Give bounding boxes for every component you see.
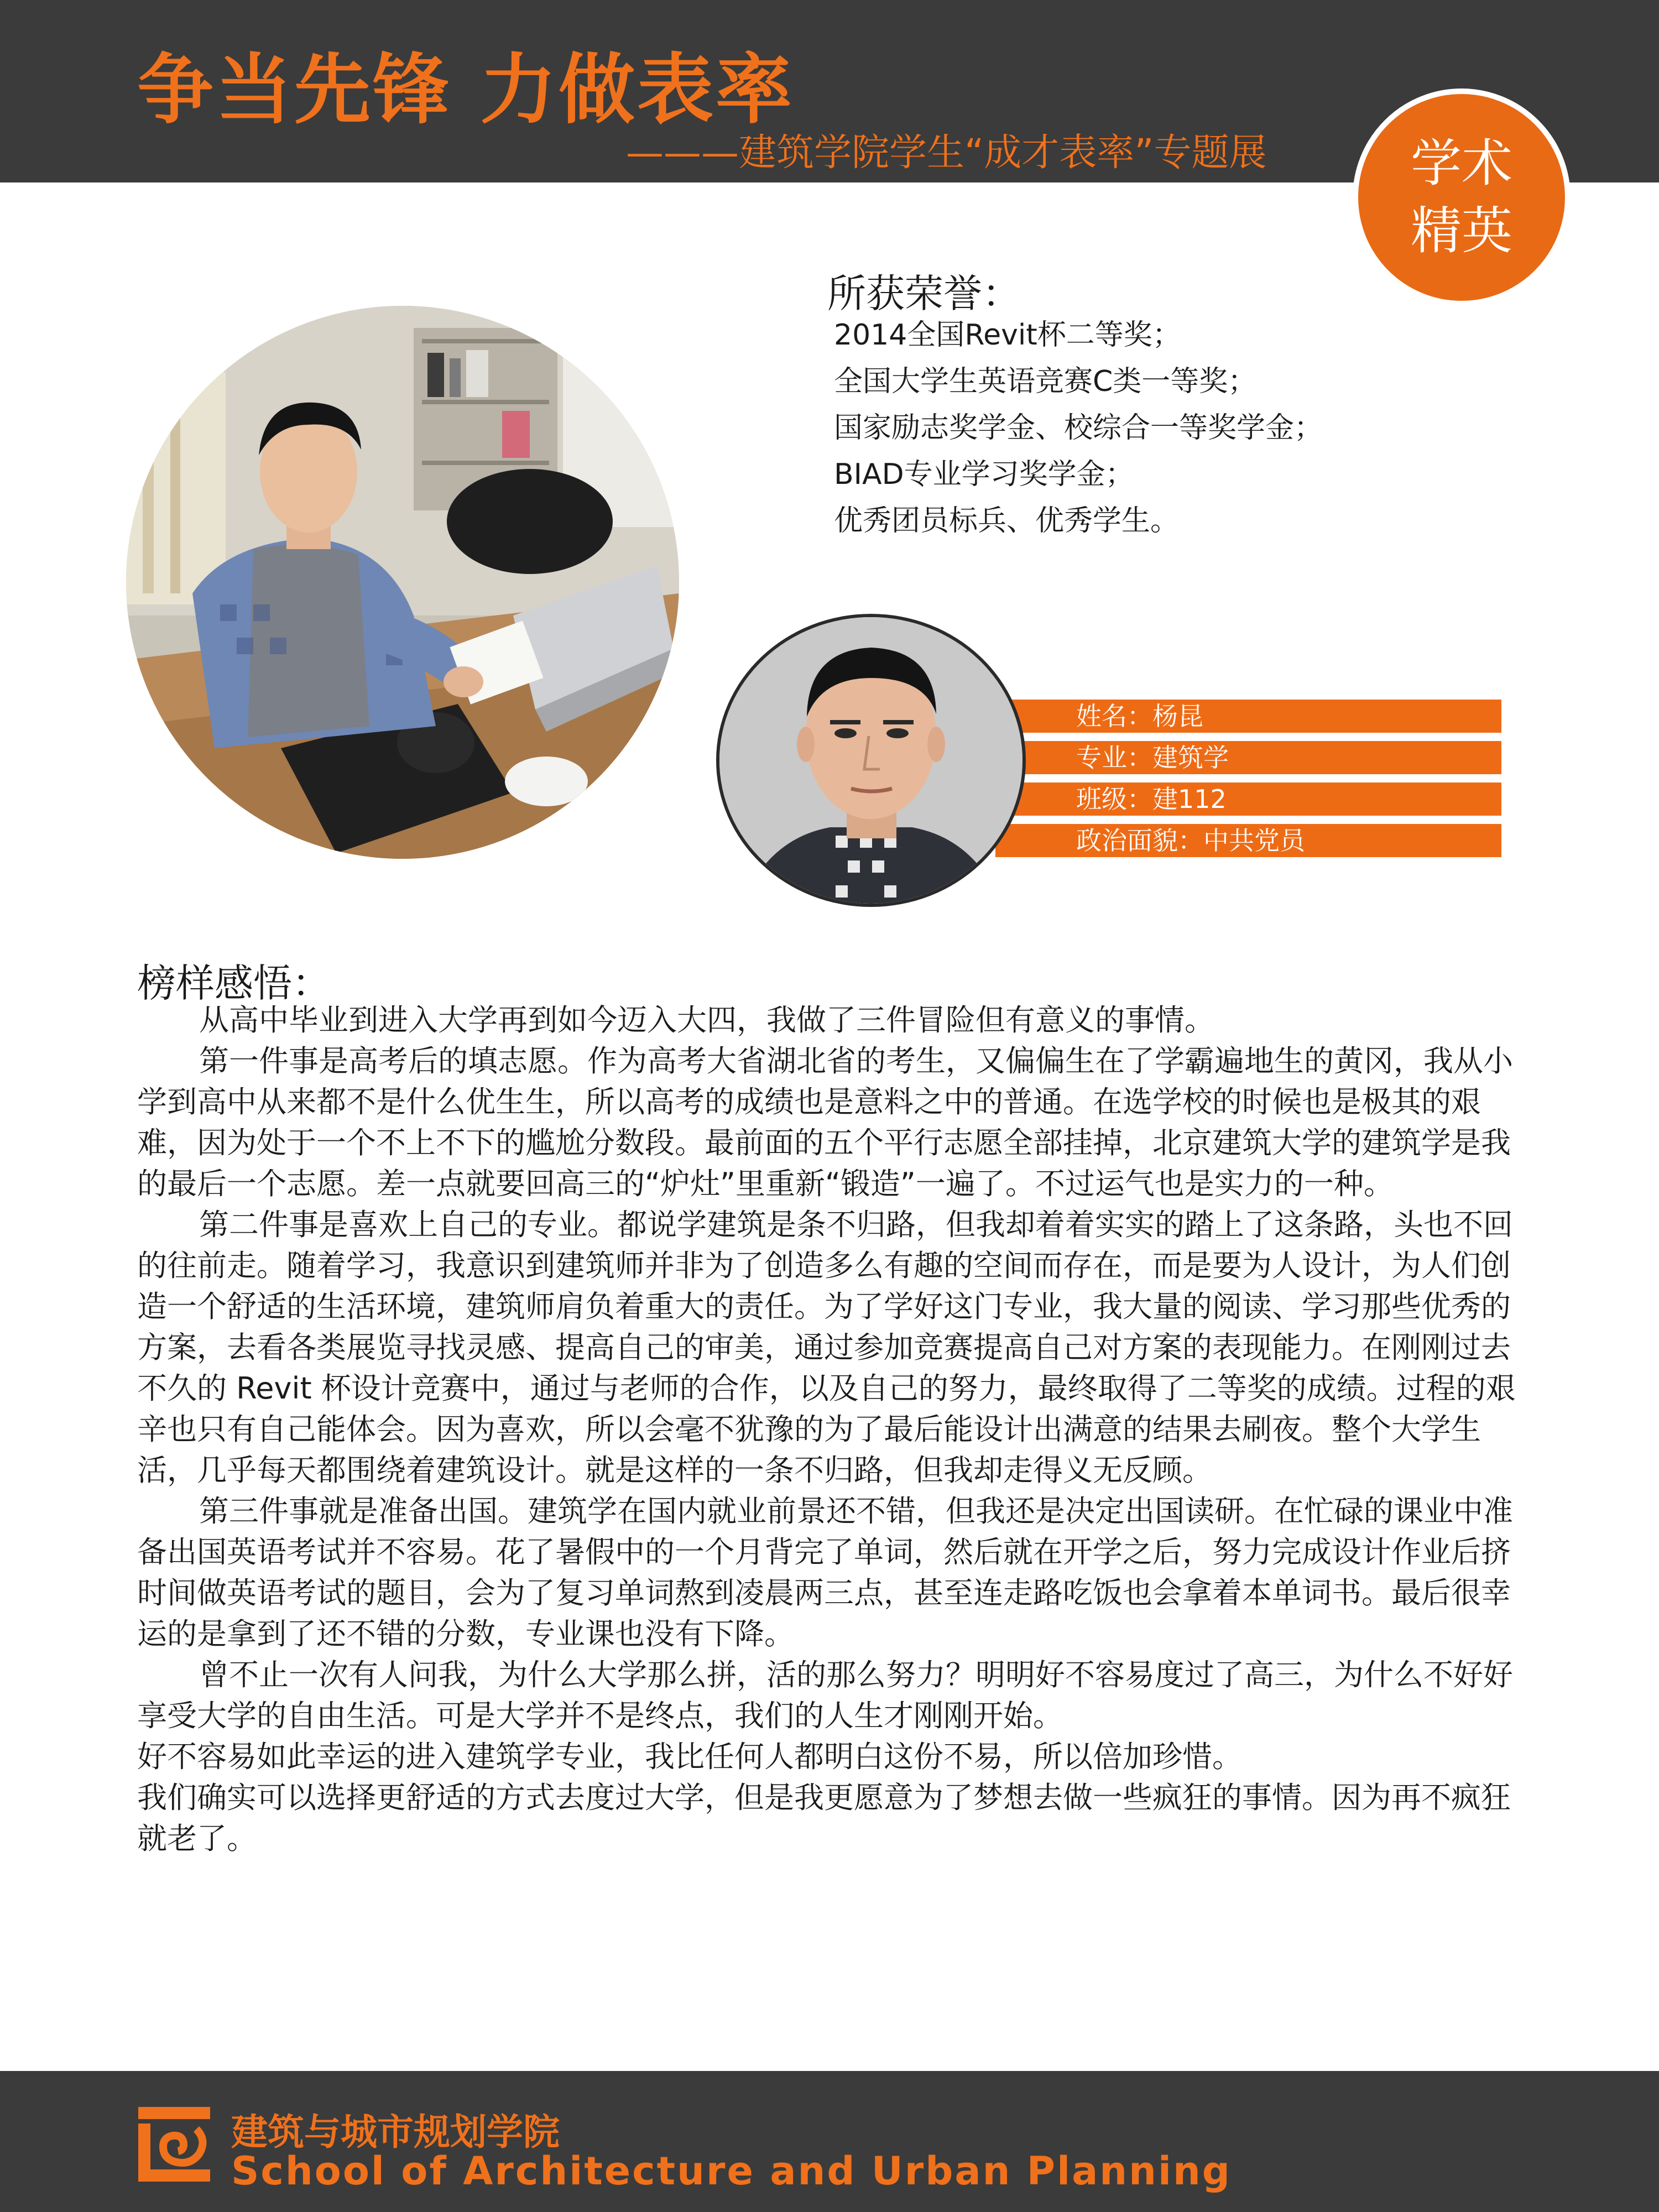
essay-body: [137, 1000, 1531, 1859]
footer-banner: [0, 2071, 1659, 2212]
category-badge: [1353, 88, 1571, 306]
portrait-photo: [716, 614, 1026, 907]
profile-political-status: 政治面貌：中共党员: [995, 824, 1501, 857]
page-title: 争当先锋 力做表率: [137, 45, 795, 134]
page-subtitle: ———建筑学院学生“成才表率”专题展: [626, 131, 1267, 175]
badge-line-1: 学术: [1410, 134, 1512, 193]
essay-paragraph: 第一件事是高考后的填志愿。作为高考大省湖北省的考生，又偏偏生在了学霸遍地生的黄冈，我从小学到高中从来都不是什么优生生，所以高考的成绩也是意料之中的普通。在选学校的时候也是极其的艰难，因为处于一个不上不下的尴尬分数段。最前面的五个平行志愿全部挂掉，北京建筑大学的建筑学是我的最后一个志愿。差一点就要回高三的“炉灶”里重新“锻造”一遍了。不过运气也是实力的一种。: [137, 1044, 1513, 1201]
school-name-english: School of Architecture and Urban Planning: [231, 2148, 1232, 2194]
studio-photo-illustration: [126, 306, 679, 859]
profile-class: 班级：建112: [995, 782, 1501, 816]
essay-paragraph: 从高中毕业到进入大学再到如今迈入大四，我做了三件冒险但有意义的事情。: [199, 1003, 1214, 1037]
honor-item: 2014全国Revit杯二等奖；: [834, 319, 1181, 352]
honor-item: 国家励志奖学金、校综合一等奖学金；: [834, 411, 1323, 445]
honor-item: BIAD专业学习奖学金；: [834, 458, 1134, 491]
essay-paragraph: 第三件事就是准备出国。建筑学在国内就业前景还不错，但我还是决定出国读研。在忙碌的课业中准备出国英语考试并不容易。花了暑假中的一个月背完了单词，然后就在开学之后，努力完成设计作业后挤时间做英语考试的题目，会为了复习单词熬到凌晨两三点，甚至连走路吃饭也会拿着本单词书。最后很幸运的是拿到了还不错的分数，专业课也没有下降。: [137, 1494, 1513, 1651]
profile-name: 姓名：杨昆: [995, 700, 1501, 733]
school-name-chinese: 建筑与城市规划学院: [231, 2111, 560, 2153]
honor-item: 全国大学生英语竞赛C类一等奖；: [834, 365, 1257, 398]
honors-list: [834, 312, 1323, 544]
essay-paragraph: 好不容易如此幸运的进入建筑学专业，我比任何人都明白这份不易，所以倍加珍惜。: [137, 1739, 1242, 1774]
profile-major: 专业：建筑学: [995, 741, 1501, 774]
badge-line-2: 精英: [1410, 201, 1512, 260]
honors-heading: 所获荣誉：: [827, 271, 1021, 316]
essay-paragraph: 第二件事是喜欢上自己的专业。都说学建筑是条不归路，但我却着着实实的踏上了这条路，头也不回的往前走。随着学习，我意识到建筑师并非为了创造多么有趣的空间而存在，而是要为人设计，为人们创造一个舒适的生活环境，建筑师肩负着重大的责任。为了学好这门专业，我大量的阅读、学习那些优秀的方案，去看各类展览寻找灵感、提高自己的审美，通过参加竞赛提高自己对方案的表现能力。在刚刚过去不久的 Revit 杯设计竞赛中，通过与老师的合作，以及自己的努力，最终取得了二等奖的成绩。过程的艰辛也只有自己能体会。因为喜欢，所以会毫不犹豫的为了最后能设计出满意的结果去刷夜。整个大学生活，几乎每天都围绕着建筑设计。就是这样的一条不归路，但我却走得义无反顾。: [137, 1207, 1516, 1488]
studio-photo: [126, 306, 679, 859]
essay-heading: 榜样感悟：: [137, 961, 331, 1006]
essay-paragraph: 曾不止一次有人问我，为什么大学那么拼，活的那么努力？明明好不容易度过了高三，为什么不好好享受大学的自由生活。可是大学并不是终点，我们的人生才刚刚开始。: [137, 1657, 1513, 1733]
portrait-illustration: [719, 617, 1022, 904]
honor-item: 优秀团员标兵、优秀学生。: [834, 504, 1180, 538]
essay-paragraph: 我们确实可以选择更舒适的方式去度过大学，但是我更愿意为了梦想去做一些疯狂的事情。因为再不疯狂就老了。: [137, 1780, 1511, 1856]
school-logo-icon: [138, 2107, 210, 2182]
